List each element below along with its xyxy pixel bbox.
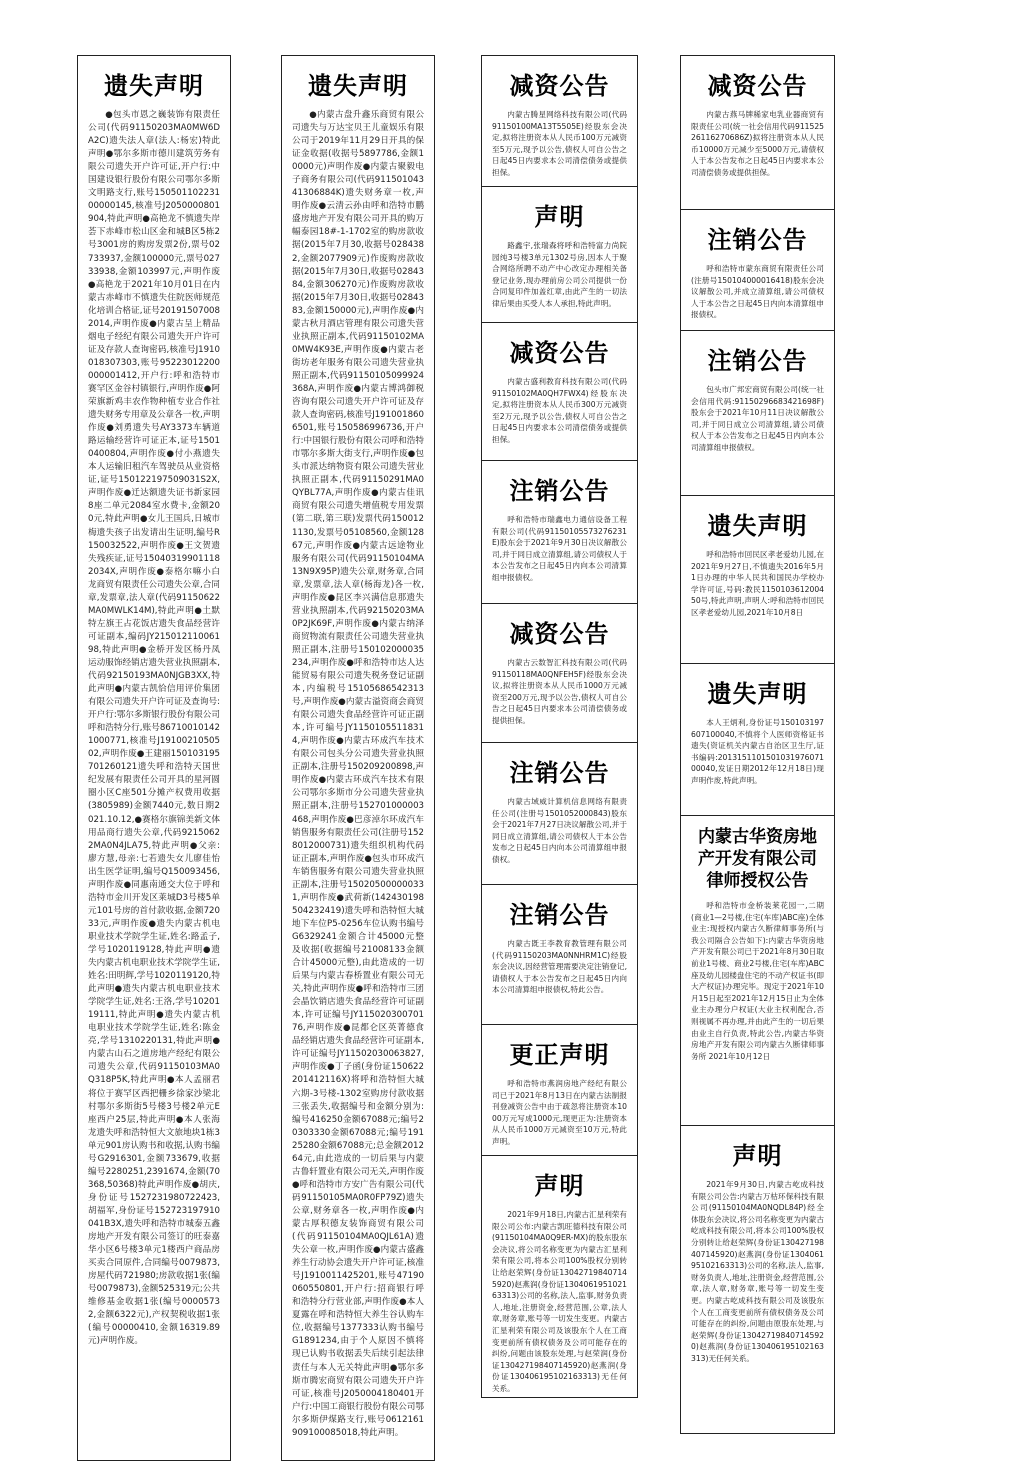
- notice-title: 遗失声明: [104, 72, 204, 100]
- notice-title: 注销公告: [707, 347, 808, 375]
- notice-body: 内蒙古燕马牌稀家电乳业器商贸有限责任公司(统一社会信用代码91152526116270686Z)拟将注册资本从人民币10000万元减少至5000万元,请债权人于本公告发布之日起45日内要求本公司清偿债务或提供担保。: [691, 110, 824, 177]
- notice-body: 呼和浩特市金桥装莱花园一,二期(商业1—2号楼,住宅(车库)ABC座)全体业主:现授权内蒙古久断律师事务所(与我公司隔合公告如下):内蒙古华资房地产开发有限公司已于2021年8月30日取前业1号楼、商业2号楼,住宅(车库)ABC座及幼儿园楼盘住宅的不动产权证书(即大产权证)办理完毕。现定于2021年10月15日起至2021年12月15日止为全体业主办理分户权证(大业主权利配合,否则视属不再办理,并由此产生的一切后果由业主自行负责,特此公告,内蒙古华资房地产开发有限公司内蒙古久断律师事务所 2021年10月12日: [691, 901, 824, 1061]
- notice-title: 注销公告: [509, 477, 610, 505]
- notice-title: 声明: [534, 1172, 585, 1200]
- notice-title: 注销公告: [509, 901, 610, 929]
- capital-reduction-notice: [681, 56, 834, 210]
- notice-title: 内蒙古华资房地产开发有限公司律师授权公告: [698, 827, 817, 891]
- notice-body: 2021年9月18日,内蒙古汇星利荣有限公司公布:内蒙古凯旺德科技有限公司(91150104MA0Q9ER-MX)的股东股东会决议,将公司名称变更为内蒙古汇星利荣有限公司,将本公司100%股权分别转让给赵荣辉(身份证130427198407145920)赵燕润(身份证130406195102163313)公司的名称,法人,监事,财务负责人,地址,注册资金,经营范围,公章,法人章,财务章,账号等一切发生变更。内蒙古汇星利荣有限公司及该股东个人在工商变更前所有债权债务及公司可能存在的纠纷,问题由该股东处理,与赵荣润(身份证130427198407145920)赵燕润(身份证130406195102163313)无任何关系。: [492, 1210, 627, 1393]
- notice-body: 2021年9月30日,内蒙古屹成科技有限公司公告:内蒙古万枯环保科技有限公司(91150104MA0NQDL84P)经全体股东会决议,将公司名称变更为内蒙古屹成科技有限公司,将本公司100%股权分别转让给赵荣辉(身份证130427198407145920)赵燕润(身份证130406195102163313)公司的名称,法人,监事,财务负责人,地址,注册资金,经营范围,公章,法人章,财务章,账号等一切发生变更。内蒙古屹成科技有限公司及该股东个人在工商变更前所有债权债务及公司可能存在的纠纷,问题由原股东处理,与赵荣辉(身份证130427198407145920)赵燕润(身份证130406195102163313)无任何关系。: [691, 1180, 824, 1363]
- notice-title: 更正声明: [509, 1041, 610, 1069]
- notice-title: 减资公告: [509, 620, 610, 648]
- notice-title: 声明: [534, 203, 585, 231]
- statement-notice: [482, 187, 637, 323]
- notice-body: 包头市广邦宏商贸有限公司(统一社会信用代码:91150296683421698F)股东会于2021年10月11日决议解散公司,并于同日成立公司清算组,请公司债权人于本公告发布之日起45日内向本公司清算组申报债权。: [691, 385, 824, 452]
- deregistration-notice: [681, 331, 834, 496]
- notice-body: 呼和浩特市瑞鑫电力通信设备工程有限公司(代码91150105573276231E)股东会于2021年9月30日决议解散公司,并于同日成立清算组,请公司债权人于本公告发布之日起45日内向本公司清算组申报债权。: [492, 515, 627, 582]
- deregistration-notice: [482, 461, 637, 604]
- statement-notice: [482, 1156, 637, 1395]
- notice-title: 减资公告: [509, 339, 610, 367]
- notice-body: 本人王炳利,身份证号150103197607100040,不慎将个人医师资格证书遗失(资证机关内蒙古自治区卫生厅,证书编码:201315110150103197607100040,发证日期2012年12月18日)现声明作废,特此声明。: [691, 718, 824, 785]
- notice-title: 减资公告: [707, 72, 808, 100]
- capital-reduction-notice: [482, 323, 637, 461]
- notice-title: 遗失声明: [707, 512, 808, 540]
- notice-body: 内蒙古腾星网络科技有限公司(代码91150100MA13T5505E)经股东会决定,拟将注册资本从人民币100万元减资至5万元,现予以公告,债权人可自公告之日起45日内要求本公司清偿债务或提供担保。: [492, 110, 627, 177]
- deregistration-notice: [482, 885, 637, 1025]
- notice-box: [78, 56, 230, 1460]
- notice-title: 注销公告: [707, 226, 808, 254]
- deregistration-notice: [681, 210, 834, 331]
- notice-column-1: [77, 55, 231, 1461]
- notice-body: 呼和浩特市回民区孝老爱幼儿园,在2021年9月27日,不慎遗失2016年5月1日办理的中华人民共和国民办学校办学许可证,号码:教民115010361200450号,特此声明,声明人:呼和浩特市回民区孝老爱幼儿园,2021年10月8日: [691, 550, 824, 617]
- notice-title: 注销公告: [509, 759, 610, 787]
- notice-title: 减资公告: [509, 72, 610, 100]
- notice-body: 内蒙古云数智汇科技有限公司(代码91150118MA0QNFEH5F)经股东会决议,拟将注册资本从人民币1000万元减资至200万元,现予以公告,债权人可自公告之日起45日内要求本公司清偿债务或提供担保。: [492, 658, 627, 725]
- capital-reduction-notice: [482, 604, 637, 743]
- statement-notice: [681, 1126, 834, 1433]
- capital-reduction-notice: [482, 56, 637, 187]
- deregistration-notice: [482, 743, 637, 885]
- notice-body: 呼和浩特市蒙东商贸有限责任公司(注册号150104000016418)股东会决议解散公司,并成立清算组,请公司债权人于本公告之日起45日内向本清算组申报债权。: [691, 264, 824, 320]
- notice-column-2: [281, 55, 435, 1461]
- notice-title: 声明: [732, 1142, 783, 1170]
- notice-title: 遗失声明: [308, 72, 408, 100]
- notice-body: ●内蒙古盘升鑫乐商贸有限公司遗失与万达宝贝王儿童娱乐有限公司于2019年11月29日开具的保证金收据(收据号5897786,金额10000元)声明作废●内蒙古聚毅电子商务有限公司(代码91150104341306884K)遗失财务章一枚,声明作废●云清云孙由呼和浩特市鹏盛房地产开发有限公司开具的购万幅泰园18#-1-1702室的购房款收据(2015年7月30,收据号0284382,金额2077909元)作废购房款收据(2015年7月30日,收据号0284384,金额306270元)作废购房款收据(2015年7月30日,收据号0284383,金额150000元),声明作废●内蒙古秋月酒店管理有限公司遗失营业执照正副本,代码91150102MA0MW4K93E,声明作废●内蒙古老街坊老年服务有限公司遗失营业执照正副本,代码91150105099924368A,声明作废●内蒙古博鸿御税咨询有限公司遗失开户许可证及存款人查询密码,核准号J1910018606501,账号150586996736,开户行:中国银行股份有限公司呼和浩特市鄂尔多斯大街支行,声明作废●包头市派达纳物资有限公司遗失营业执照正副本,代码91150291MA0QYBL77A,声明作废●内蒙古佳讯商贸有限公司遗失增值税专用发票(第二联,第三联)发票代码1500121130,发票号05108560,金额12867元,声明作废●内蒙古远途物业服务有限公司(代码91150104MA13N9X95P)遗失公章,财务章,合同章,发票章,法人章(杨海龙)各一枚,声明作废●昆区李兴满信息那遗失营业执照副本,代码92150203MA0P2JK69F,声明作废●内蒙古纳泽商贸物流有限责任公司遗失营业执照正副本,注册号150102000035234,声明作废●呼和浩特市达人达能贸易有限公司遗失税务登记证副本,内编税号15105686542313号,声明作废●内蒙古溢资商会商贸有限公司遗失食品经营许可证正副本,许可编号JY11501055118314,声明作废●内蒙古环成汽车技术有限公司包头分公司遗失营业执照正副本,注册号150209200898,声明作废●内蒙古环成汽车技术有限公司鄂尔多斯市分公司遗失营业执照正副本,注册号152701000003468,声明作废●巴彦淖尔环成汽车销售服务有限责任公司(注册号1528012000731)遗失组织机构代码证正副本,声明作废●包头市环成汽车销售服务有限公司遗失营业执照正副本,注册号150205000000331,声明作废●武荷新(142430198504232419)遗失呼和浩特恒大城地下车位P5-0256车位认购书编号G6329241金额合计45000元整及收据(收据编号21008133金额合计45000元整),由此造成的一切后果与内蒙古春桥置业有限公司无关,特此声明作废●呼和浩特市三团会晶饮销店遗失食品经营许可证副本,许可证编号JY11502030070176,声明作废●昆都仑区英菁德食品经销店遗失食品经营许可证副本,许可证编号JY11502030063827,声明作废●丁子函(身份证150622201412116X)将呼和浩特恒大城六期-3号楼-1302室购房付款收据三张丢失,收据编号和金额分别为:编号416250金额67088元;编号20303330金额67088元;编号19125280金额67088元;总金额201264元,由此造成的一切后果与内蒙古鲁轩置业有限公司无关,声明作废●呼和浩特市方安广告有限公司(代码91150105MA0R0FP79Z)遗失公章,财务章各一枚,声明作废●内蒙古厚积德友装饰商贸有限公司(代码91150104MA0QJL61A)遗失公章一枚,声明作废●内蒙古盛鑫养生行动协会遗失开户许可证,核准号J1910011425201,账号47190060550801,开户行:招商银行呼和浩特分行营业部,声明作废●本人夏露在呼和浩特恒大养生谷认购车位,收据编号1377333认购书编号G1891234,由于个人原因不慎将现已认购书收据丢失后续引起法律责任与本人无关特此声明●鄂尔多斯市腾宏商贸有限公司遗失开户许可证,核准号J2050004180401开户行:中国工商银行股份有限公司鄂尔多斯伊煤路支行,账号0612161909100085018,特此声明。: [292, 110, 424, 1438]
- lost-notice: [681, 496, 834, 664]
- notice-body: 路鑫宇,张瑞森将呼和浩特富力尚院园纯3号楼3单元1302号房,因本人于聚合网络所聘不动产中心改定办理相关备登记业务,现办理前房公司公司提供一份合同复印件加盖红章,由此产生的一切法律后果由买受人本人承担,特此声明。: [492, 241, 627, 308]
- notice-body: 内蒙古既王李教育教管理有限公司(代码91150203MA0NNHRM1C)经股东会决议,因经营管理需要决定注销登记,请债权人于本公告发布之日起45日内向本公司清算组申报债权,特此公告。: [492, 939, 627, 995]
- notice-body: 内蒙古域威计算机信息网络有限责任公司(注册号1501052000843)股东会于2021年7月27日决议解散公司,并于同日成立清算组,请公司债权人于本公告发布之日起45日内向本公司清算组申报债权。: [492, 797, 627, 864]
- notice-body: ●包头市恩之巍装饰有限责任公司(代码91150203MA0MW6DA2C)遗失法人章(法人:杨宏)特此声明●鄂尔多斯市德川建筑劳务有限公司遗失开户许可证,开户行:中国建设银行股份有限公司鄂尔多斯文明路支行,账号15050110223100000145,核准号J2050000801904,特此声明●高艳龙不慎遗失岸荟下赤峰市松山区金和城B区5栋2号3001房的购房发票2份,票号02733937,金额100000元,票号02733938,金额103997元,声明作废●高艳龙于2021年10月01日在内蒙古赤峰市不慎遗失住院医师规范化培训合格证,证号201915070082014,声明作废●内蒙古呈上精品烟电子经纪有限公司遗失开户许可证及存款人查询密码,核准号J1910018307303,账号95223012200000001412,开户行:呼和浩特市赛罕区金谷村镇银行,声明作废●阿荣旗新鸡丰农作物种植专业合作社遗失财务专用章及公章各一枚,声明作废●刘勇遗失号AY3373车辆道路运输经营许可证正本,证号15010400804,声明作废●付小燕遗失本人运输旧租汽车驾驶员从业资格证,证号150122197509031S2X,声明作废●迁达额遗失证书新家园8座二单元2084室水费卡,金额200元,特此声明●女儿王国兵,日城市梅遗失孩子出发请出生证明,编号R150032522,声明作废●王文贺遗失残疾证,证号150403199011182034X,声明作废●泰格尔嘛小白龙商贸有限责任公司遗失公章,合同章,发票章,法人章(代码91150622MA0MWLK14M),特此声明●土默特左旗王占花饭店遗失食品经营许可证副本,编码JY21501211006198,特此声明●金桥开发区杨丹凤运动服饰经销店遗失营业执照副本,代码92150193MA0NJGB3XX,特此声明●内蒙古凯恰信用评价集团有限公司遗失开户许可证及查询号:开户行:鄂尔多斯银行股份有限公司呼和浩特分行,账号867100101421000771,核准号J1910021050502,声明作废●王建丽150103195701260121遗失呼和浩特天国世纪发展有限责任公司开具的星河圆圈小区C座501分摊产权费用收据(3805989)金额7440元,数日期2021.10.12,●赛格尔旗锦美新文体用品商行遗失公章,代码92150622MA0N4JLA75,特此声明●父亲:廖方慧,母亲:七若遗失女儿廖佳怡出生医学证明,编号Q150093456,声明作废●同惠南通交大位于呼和浩特市金川开发区莱城D3号楼5单元101号房的首付款收据,金额72033元,声明作废●遗失内蒙古机电职业技术学院学生证,姓名:路孟子,学号1020119128,特此声明●遗失内蒙古机电职业技术学院学生证,姓名:田明辉,学号1020119120,特此声明●遗失内蒙古机电职业技术学院学生证,姓名:王洛,学号1020119111,特此声明●遗失内蒙古机电职业技术学院学生证,姓名:陈金亮,学号1310220131,特此声明●内蒙古山石之道房地产经纪有限公司遗失公章,代码91150103MA0Q318P5K,特此声明●本人孟丽君将位于赛罕区西把栅乡徐家沙梁北村鄂尔多斯街5号楼3号楼2单元E座西户25层,特此声明●本人张海龙遗失呼和浩特恒大文旅地块1栋3单元901房认购书和收据,认购书编号G2916301,金额733679,收据编号2280251,2391674,金额(70368,50368)特此声明作废●胡庆,身份证号1527231980722423,胡福军,身份证号152723197910041B3X,遗失呼和浩特市城泰五鑫房地产开发有限公司签订的旺泰嘉华小区6号楼3单元1楼西户商品房买卖合同原件,合同编号0079873,房屋代码721980;房款收据1张(编号0079873),金额525319元;公共维修基金收据1张(编号00005732,金额6322元),产权契税收据1张(编号00000410,金额16319.89元)声明作废。: [88, 110, 220, 1347]
- lawyer-authorization-notice: [681, 816, 834, 1126]
- lost-notice: [681, 664, 834, 816]
- notice-column-3: [481, 55, 638, 1398]
- notice-box: [282, 56, 434, 1460]
- correction-notice: [482, 1025, 637, 1156]
- notice-body: 呼和浩特市燕润房地产经纪有限公司已于2021年8月13日在内蒙古法制报刊登减资公告中由于疏忽将注册资本1000万元写成1000元,现更正为:注册资本从人民币1000万元减资至10万元,特此声明。: [492, 1079, 627, 1146]
- notice-column-4: [680, 55, 835, 1434]
- notice-body: 内蒙古盛利教育科技有限公司(代码91150102MA0QH7FWX4)经股东决定,拟将注册资本从人民币300万元减资至2万元,现予以公告,债权人可自公告之日起45日内要求本公司清偿债务或提供担保。: [492, 377, 627, 444]
- notice-title: 遗失声明: [707, 680, 808, 708]
